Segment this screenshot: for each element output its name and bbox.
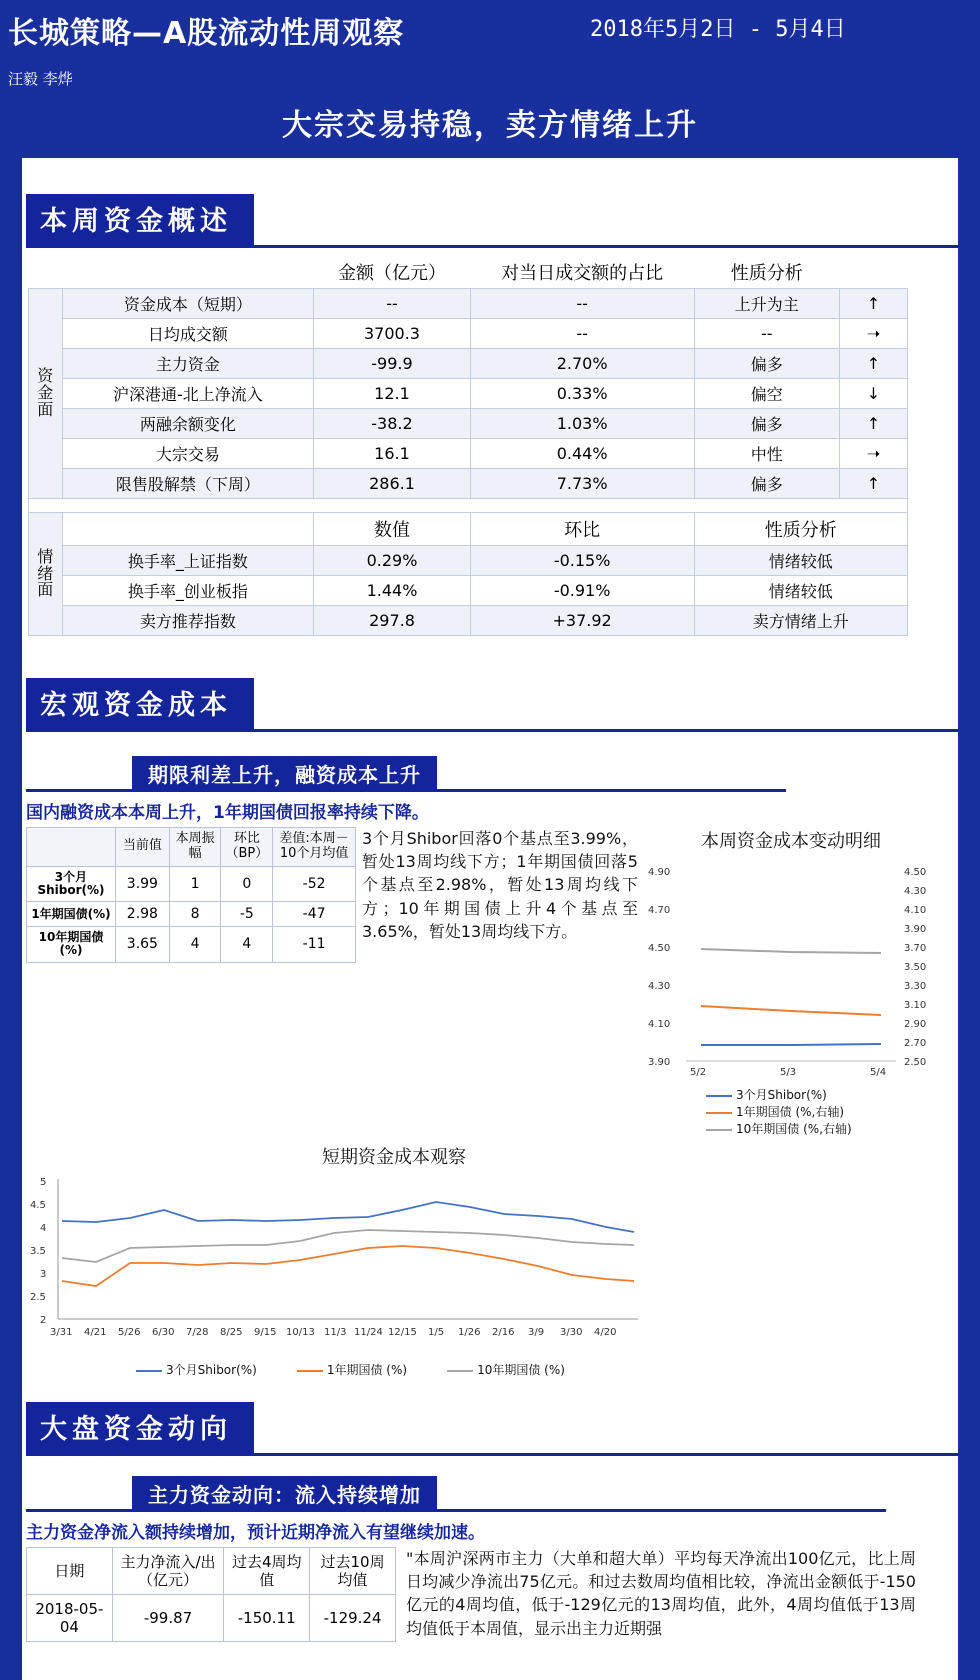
- sentiment-th-value: 数值: [314, 513, 470, 546]
- svg-text:2.90: 2.90: [904, 1019, 927, 1030]
- legend-label: 1年期国债 (%): [326, 1363, 408, 1377]
- rates-header-row: [27, 828, 356, 867]
- section3-banner-wrap: [22, 1476, 958, 1512]
- arrow-down-icon: ↓: [839, 379, 907, 409]
- section3-paragraph: "本周沪深两市主力（大单和超大单）平均每天净流出100亿元，比上周日均减少净流出75亿元。和过去数周均值相比较，净流出金额低于-150亿元的4周均值，低于-129亿元的13周均值，此外，4周均值低于13周均值低于本周值，显示出主力近期强: [406, 1549, 916, 1638]
- section-weekly-overview: [22, 158, 958, 248]
- row-value: 0.29%: [314, 546, 470, 576]
- svg-text:3.5: 3.5: [30, 1246, 46, 1257]
- table-row: [29, 379, 908, 409]
- sentiment-header-row: [29, 513, 908, 546]
- rates-amplitude: 8: [169, 902, 221, 927]
- rates-chg: 4: [221, 927, 273, 962]
- table-row: [29, 409, 908, 439]
- page-header: [0, 0, 980, 158]
- legend-label: 10年期国债 (%,右轴): [736, 1122, 852, 1136]
- row-label: 主力资金: [62, 349, 314, 379]
- table-spacer-row: [29, 499, 908, 513]
- rates-th-chg: 环比（BP）: [221, 828, 273, 867]
- arrow-flat-icon: ➝: [839, 439, 907, 469]
- row-chg: -0.15%: [470, 546, 694, 576]
- rates-amplitude: 4: [169, 927, 221, 962]
- row-nature: 偏多: [694, 409, 839, 439]
- rates-th-current: 当前值: [115, 828, 169, 867]
- svg-text:3.30: 3.30: [904, 981, 927, 992]
- svg-text:3.10: 3.10: [904, 1000, 927, 1011]
- short-term-cost-chart-title: 短期资金成本观察: [322, 1147, 466, 1168]
- overview-header-row: [29, 256, 908, 289]
- svg-text:3/30: 3/30: [560, 1327, 583, 1338]
- legend-item: [706, 1086, 936, 1103]
- rates-current: 3.99: [115, 866, 169, 901]
- svg-text:4.30: 4.30: [904, 886, 927, 897]
- rates-th-blank: [27, 828, 116, 867]
- table-row: [29, 576, 908, 606]
- svg-text:1/5: 1/5: [428, 1327, 445, 1338]
- flow-th-date: 日期: [27, 1548, 113, 1595]
- row-ratio: 0.33%: [470, 379, 694, 409]
- svg-text:6/30: 6/30: [152, 1327, 175, 1338]
- svg-text:3/31: 3/31: [50, 1327, 73, 1338]
- row-amount: -99.9: [314, 349, 470, 379]
- row-nature: 卖方情绪上升: [694, 606, 907, 636]
- row-ratio: 7.73%: [470, 469, 694, 499]
- row-label: 沪深港通-北上净流入: [62, 379, 314, 409]
- svg-text:4.10: 4.10: [904, 905, 927, 916]
- svg-text:3.50: 3.50: [904, 962, 927, 973]
- svg-text:4.30: 4.30: [648, 981, 671, 992]
- svg-text:2: 2: [40, 1315, 47, 1326]
- overview-band-funds: 资金面: [29, 289, 63, 499]
- table-row: [29, 349, 908, 379]
- flow-avg10: -129.24: [310, 1595, 396, 1642]
- legend-swatch-1y-icon: [706, 1112, 732, 1114]
- report-subtitle: 大宗交易持稳，卖方情绪上升: [282, 108, 698, 143]
- table-row: [29, 289, 908, 319]
- legend-swatch-shibor-icon: [136, 1370, 162, 1372]
- row-chg: -0.91%: [470, 576, 694, 606]
- rates-th-amplitude: 本周振幅: [169, 828, 221, 867]
- row-label: 日均成交额: [62, 319, 314, 349]
- row-amount: 3700.3: [314, 319, 470, 349]
- rates-table: [26, 827, 356, 963]
- svg-text:12/15: 12/15: [388, 1327, 417, 1338]
- svg-text:9/15: 9/15: [254, 1327, 277, 1338]
- weekly-cost-detail-chart-title: 本周资金成本变动明细: [701, 831, 881, 852]
- legend-swatch-shibor-icon: [706, 1095, 732, 1097]
- row-label: 大宗交易: [62, 439, 314, 469]
- rates-th-diff: 差值:本周－10个月均值: [273, 828, 356, 867]
- row-label: 换手率_创业板指: [62, 576, 314, 606]
- svg-text:3.90: 3.90: [904, 924, 927, 935]
- svg-text:4.50: 4.50: [904, 867, 927, 878]
- row-label: 限售股解禁（下周）: [62, 469, 314, 499]
- svg-text:5/2: 5/2: [690, 1067, 707, 1078]
- section2-paragraph: 3个月Shibor回落0个基点至3.99%，暂处13周均线下方；1年期国债回落5个基点至2.98%，暂处13周均线下方；10年期国债上升4个基点至3.65%，暂处13周均线下方。: [362, 829, 638, 941]
- rates-diff: -11: [273, 927, 356, 962]
- rates-label: 10年期国债(%): [27, 927, 116, 962]
- arrow-up-icon: ↑: [839, 469, 907, 499]
- weekly-cost-detail-legend: [706, 1086, 936, 1137]
- legend-swatch-1y-icon: [297, 1370, 323, 1372]
- svg-text:2.70: 2.70: [904, 1038, 927, 1049]
- legend-label: 10年期国债 (%): [477, 1363, 565, 1377]
- svg-text:8/25: 8/25: [220, 1327, 243, 1338]
- short-term-cost-legend: [136, 1361, 642, 1378]
- rates-label: 3个月Shibor(%): [27, 866, 116, 901]
- svg-text:3.70: 3.70: [904, 943, 927, 954]
- rates-diff: -52: [273, 866, 356, 901]
- report-body: [22, 158, 958, 1680]
- legend-item: [706, 1103, 936, 1120]
- row-chg: +37.92: [470, 606, 694, 636]
- flow-avg4: -150.11: [224, 1595, 310, 1642]
- flow-header-row: [27, 1548, 396, 1595]
- weekly-cost-detail-chart-svg: [646, 853, 936, 1083]
- short-term-cost-chart: [22, 1143, 642, 1378]
- row-nature: 中性: [694, 439, 839, 469]
- svg-text:3: 3: [40, 1269, 47, 1280]
- short-term-cost-chart-svg: [26, 1169, 646, 1354]
- svg-text:4.70: 4.70: [648, 905, 671, 916]
- svg-text:3.90: 3.90: [648, 1057, 671, 1068]
- sentiment-th-blank: [62, 513, 314, 546]
- section2-title: 宏观资金成本: [26, 678, 254, 732]
- row-ratio: 0.44%: [470, 439, 694, 469]
- legend-item: [297, 1361, 407, 1378]
- arrow-up-icon: ↑: [839, 409, 907, 439]
- section2-content-row: [22, 827, 958, 1137]
- svg-text:4: 4: [40, 1223, 47, 1234]
- table-row: [29, 469, 908, 499]
- row-ratio: 1.03%: [470, 409, 694, 439]
- row-label: 卖方推荐指数: [62, 606, 314, 636]
- svg-text:5/26: 5/26: [118, 1327, 141, 1338]
- svg-text:5/3: 5/3: [780, 1067, 797, 1078]
- svg-text:4.50: 4.50: [648, 943, 671, 954]
- svg-text:4/20: 4/20: [594, 1327, 617, 1338]
- row-label: 换手率_上证指数: [62, 546, 314, 576]
- svg-text:5: 5: [40, 1177, 47, 1188]
- table-row: [29, 546, 908, 576]
- svg-text:4.90: 4.90: [648, 867, 671, 878]
- row-label: 两融余额变化: [62, 409, 314, 439]
- svg-text:3/9: 3/9: [528, 1327, 545, 1338]
- sentiment-th-nature: 性质分析: [694, 513, 907, 546]
- rates-label: 1年期国债(%): [27, 902, 116, 927]
- row-nature: 偏多: [694, 349, 839, 379]
- legend-item: [136, 1361, 257, 1378]
- rates-chg: -5: [221, 902, 273, 927]
- section3-content-row: [22, 1547, 958, 1642]
- svg-text:2.5: 2.5: [30, 1292, 46, 1303]
- section-market-flow: [22, 1378, 958, 1456]
- report-title: 长城策略—A股流动性周观察: [8, 16, 405, 51]
- flow-th-avg4: 过去4周均值: [224, 1548, 310, 1595]
- legend-item: [447, 1361, 565, 1378]
- svg-text:2.50: 2.50: [904, 1057, 927, 1068]
- svg-text:10/13: 10/13: [286, 1327, 315, 1338]
- section3-title: 大盘资金动向: [26, 1402, 254, 1456]
- row-nature: 偏空: [694, 379, 839, 409]
- legend-label: 3个月Shibor(%): [166, 1363, 257, 1377]
- row-nature: 情绪较低: [694, 546, 907, 576]
- svg-text:4.10: 4.10: [648, 1019, 671, 1030]
- section2-note: 国内融资成本本周上升，1年期国债回报率持续下降。: [26, 803, 429, 823]
- row-amount: 16.1: [314, 439, 470, 469]
- svg-text:11/24: 11/24: [354, 1327, 383, 1338]
- rates-current: 3.65: [115, 927, 169, 962]
- row-ratio: 2.70%: [470, 349, 694, 379]
- overview-th-band: [29, 256, 63, 289]
- svg-text:7/28: 7/28: [186, 1327, 209, 1338]
- svg-text:4.5: 4.5: [30, 1200, 46, 1211]
- rates-current: 2.98: [115, 902, 169, 927]
- arrow-up-icon: ↑: [839, 349, 907, 379]
- table-row: [29, 319, 908, 349]
- row-ratio: --: [470, 319, 694, 349]
- report-authors: 汪毅 李烨: [8, 70, 73, 88]
- overview-th-ratio: 对当日成交额的占比: [470, 256, 694, 289]
- table-row: [29, 606, 908, 636]
- flow-date: 2018-05-04: [27, 1595, 113, 1642]
- report-date-range: 2018年5月2日 - 5月4日: [590, 17, 846, 42]
- overview-th-nature: 性质分析: [694, 256, 839, 289]
- overview-th-arrow: [839, 256, 907, 289]
- row-ratio: --: [470, 289, 694, 319]
- rates-chg: 0: [221, 866, 273, 901]
- overview-band-sentiment: 情绪面: [29, 513, 63, 636]
- overview-th-label: [62, 256, 314, 289]
- legend-swatch-10y-icon: [447, 1370, 473, 1372]
- section3-banner: 主力资金动向：流入持续增加: [132, 1476, 437, 1512]
- section2-banner-wrap: [22, 756, 958, 792]
- row-nature: 上升为主: [694, 289, 839, 319]
- legend-label: 1年期国债 (%,右轴): [736, 1105, 845, 1119]
- overview-table: [28, 256, 908, 636]
- flow-net: -99.87: [112, 1595, 224, 1642]
- legend-item: [706, 1120, 936, 1137]
- flow-th-net: 主力净流入/出（亿元）: [112, 1548, 224, 1595]
- svg-text:1/26: 1/26: [458, 1327, 481, 1338]
- svg-text:4/21: 4/21: [84, 1327, 107, 1338]
- rates-diff: -47: [273, 902, 356, 927]
- table-row: [27, 927, 356, 962]
- row-amount: --: [314, 289, 470, 319]
- weekly-cost-detail-chart: [646, 827, 936, 1137]
- sentiment-th-chg: 环比: [470, 513, 694, 546]
- table-row: [27, 1595, 396, 1642]
- legend-swatch-10y-icon: [706, 1129, 732, 1131]
- section-macro-cost: [22, 636, 958, 732]
- table-row: [27, 866, 356, 901]
- section2-banner: 期限利差上升，融资成本上升: [132, 756, 437, 792]
- row-amount: 286.1: [314, 469, 470, 499]
- arrow-flat-icon: ➝: [839, 319, 907, 349]
- row-label: 资金成本（短期）: [62, 289, 314, 319]
- row-nature: --: [694, 319, 839, 349]
- section1-title: 本周资金概述: [26, 194, 254, 248]
- svg-text:11/3: 11/3: [324, 1327, 347, 1338]
- row-amount: 12.1: [314, 379, 470, 409]
- row-value: 1.44%: [314, 576, 470, 606]
- row-nature: 情绪较低: [694, 576, 907, 606]
- row-value: 297.8: [314, 606, 470, 636]
- main-flow-table: [26, 1547, 396, 1642]
- arrow-up-icon: ↑: [839, 289, 907, 319]
- section3-note: 主力资金净流入额持续增加，预计近期净流入有望继续加速。: [26, 1523, 485, 1543]
- row-amount: -38.2: [314, 409, 470, 439]
- svg-text:2/16: 2/16: [492, 1327, 515, 1338]
- flow-th-avg10: 过去10周均值: [310, 1548, 396, 1595]
- svg-text:5/4: 5/4: [870, 1067, 887, 1078]
- row-nature: 偏多: [694, 469, 839, 499]
- rates-amplitude: 1: [169, 866, 221, 901]
- overview-th-amount: 金额（亿元）: [314, 256, 470, 289]
- legend-label: 3个月Shibor(%): [736, 1088, 827, 1102]
- table-row: [29, 439, 908, 469]
- table-row: [27, 902, 356, 927]
